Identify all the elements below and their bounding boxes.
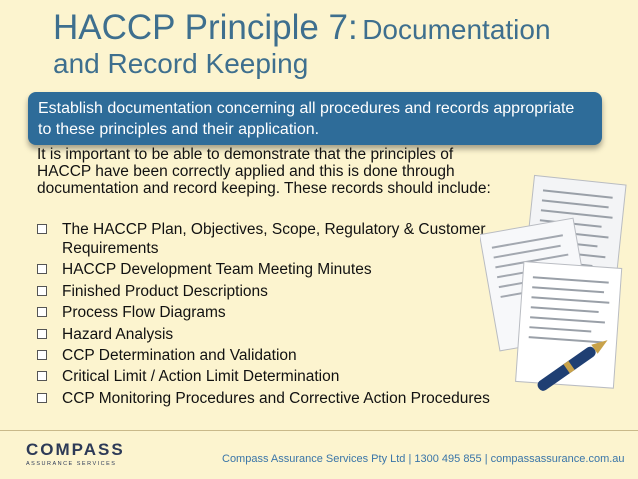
list-item: Critical Limit / Action Limit Determination (37, 367, 507, 386)
intro-paragraph: It is important to be able to demonstrate that the principles of HACCP have been correctly applied and this is done through documentation and record keeping. These records should include: (37, 146, 491, 197)
checkbox-bullet-icon (37, 264, 47, 274)
checkbox-bullet-icon (37, 371, 47, 381)
list-item: HACCP Development Team Meeting Minutes (37, 260, 507, 279)
footer-contact: Compass Assurance Services Pty Ltd | 1300 495 855 | compassassurance.com.au (222, 453, 625, 465)
checkbox-bullet-icon (37, 307, 47, 317)
title-main: HACCP Principle 7: (53, 8, 358, 47)
checkbox-bullet-icon (37, 224, 47, 234)
checkbox-bullet-icon (37, 393, 47, 403)
logo-name: COMPASS (26, 440, 125, 459)
list-item: Finished Product Descriptions (37, 282, 507, 301)
title-line2: and Record Keeping (53, 47, 309, 79)
principle-callout: Establish documentation concerning all procedures and records appropriate to these principles and their application. (28, 92, 602, 145)
checkbox-bullet-icon (37, 350, 47, 360)
compass-logo (26, 440, 136, 467)
documents-pen-icon (480, 170, 630, 405)
title-sub: Documentation (362, 14, 551, 45)
checkbox-bullet-icon (37, 329, 47, 339)
list-item: Process Flow Diagrams (37, 303, 507, 322)
list-item: Hazard Analysis (37, 325, 507, 344)
checkbox-bullet-icon (37, 286, 47, 296)
slide-title (53, 10, 613, 78)
list-item: CCP Determination and Validation (37, 346, 507, 365)
list-item: CCP Monitoring Procedures and Corrective Action Procedures (37, 389, 507, 408)
logo-subtitle: ASSURANCE SERVICES (26, 461, 117, 467)
footer-divider (0, 430, 638, 431)
records-list (37, 220, 507, 410)
list-item: The HACCP Plan, Objectives, Scope, Regulatory & Customer Requirements (37, 220, 507, 258)
